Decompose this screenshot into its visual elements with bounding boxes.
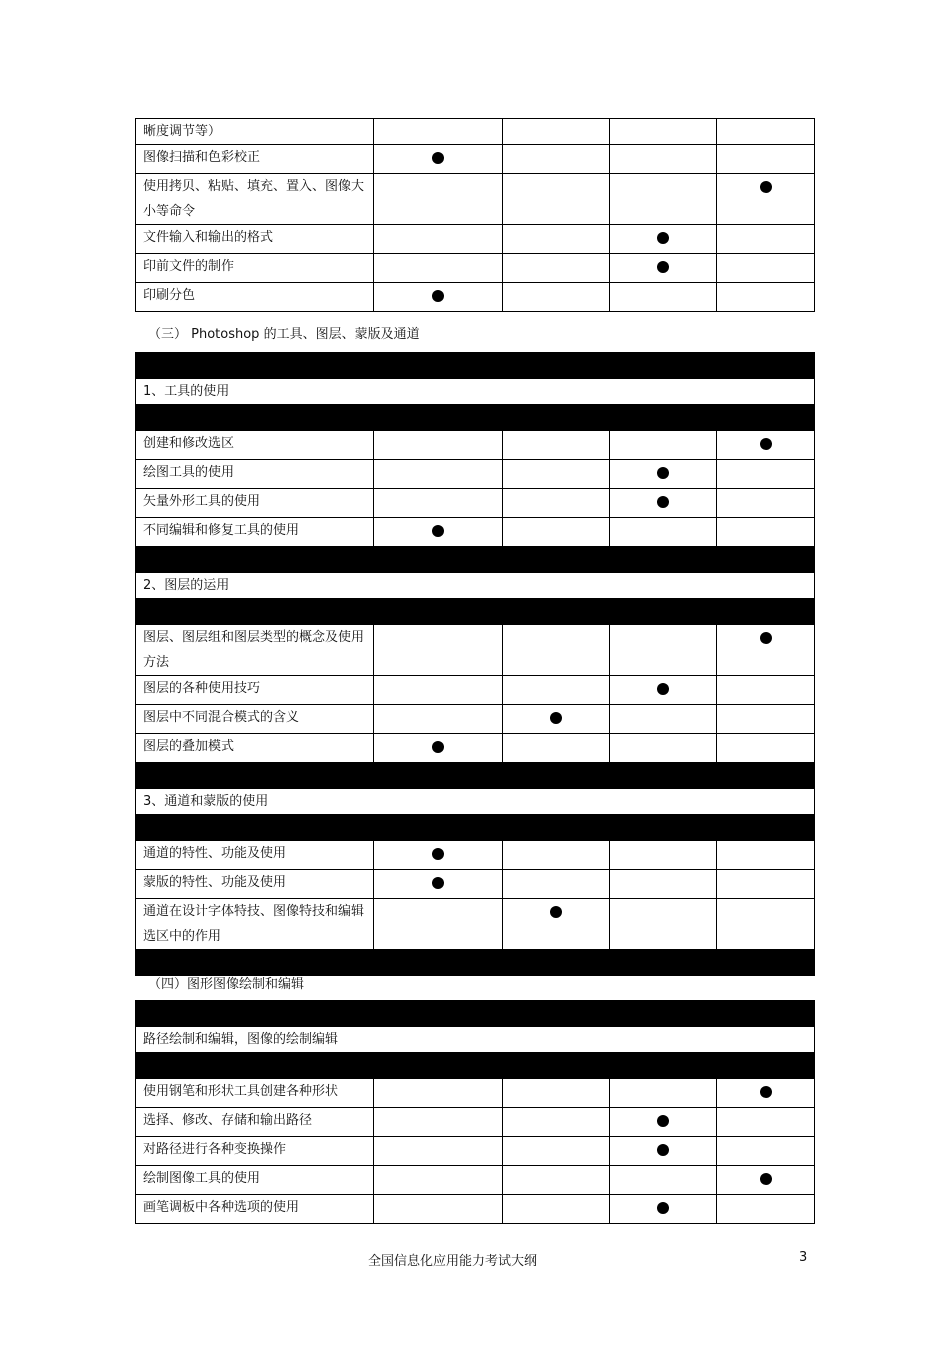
level-dot-icon xyxy=(657,1144,669,1156)
level-cell xyxy=(374,1079,503,1108)
level-cell xyxy=(503,899,610,950)
level-cell xyxy=(610,254,717,283)
level-cell xyxy=(503,283,610,312)
level-dot-icon xyxy=(760,632,772,644)
level-cell xyxy=(610,119,717,145)
section-title-cell: 3、通道和蒙版的使用 xyxy=(136,789,815,815)
level-cell xyxy=(610,676,717,705)
skill-item-text: 通道的特性、功能及使用 xyxy=(136,841,374,870)
skill-item-text: 印前文件的制作 xyxy=(136,254,374,283)
level-cell xyxy=(717,145,815,174)
group-title-row xyxy=(136,789,815,815)
level-cell xyxy=(503,841,610,870)
skill-item-text: 晰度调节等） xyxy=(136,119,374,145)
level-cell xyxy=(717,676,815,705)
level-cell xyxy=(503,734,610,763)
level-cell xyxy=(610,225,717,254)
level-cell xyxy=(503,518,610,547)
level-dot-icon xyxy=(760,181,772,193)
level-cell xyxy=(374,841,503,870)
level-dot-icon xyxy=(760,1173,772,1185)
level-cell xyxy=(610,431,717,460)
level-cell xyxy=(717,899,815,950)
skill-item-text: 印刷分色 xyxy=(136,283,374,312)
skill-item-text: 矢量外形工具的使用 xyxy=(136,489,374,518)
level-cell xyxy=(610,734,717,763)
table-row xyxy=(136,174,815,225)
table-row xyxy=(136,870,815,899)
level-cell xyxy=(610,1137,717,1166)
level-cell xyxy=(374,1166,503,1195)
level-cell xyxy=(610,1108,717,1137)
level-cell xyxy=(374,431,503,460)
level-cell xyxy=(610,283,717,312)
level-cell xyxy=(717,1108,815,1137)
level-dot-icon xyxy=(432,525,444,537)
black-band-row xyxy=(136,1001,815,1027)
table-row xyxy=(136,254,815,283)
skill-item-text: 蒙版的特性、功能及使用 xyxy=(136,870,374,899)
skill-table-2 xyxy=(135,352,815,976)
table-row xyxy=(136,283,815,312)
level-cell xyxy=(374,734,503,763)
level-dot-icon xyxy=(657,232,669,244)
table-row xyxy=(136,119,815,145)
level-cell xyxy=(717,734,815,763)
table-row xyxy=(136,489,815,518)
level-cell xyxy=(717,1195,815,1224)
level-cell xyxy=(503,254,610,283)
level-cell xyxy=(374,460,503,489)
level-cell xyxy=(503,625,610,676)
skill-item-text: 画笔调板中各种选项的使用 xyxy=(136,1195,374,1224)
table-row xyxy=(136,841,815,870)
black-band-cell xyxy=(136,1001,815,1027)
level-cell xyxy=(717,174,815,225)
black-band-cell xyxy=(136,1053,815,1079)
level-cell xyxy=(610,174,717,225)
table-row xyxy=(136,1079,815,1108)
level-cell xyxy=(374,1108,503,1137)
level-dot-icon xyxy=(432,741,444,753)
skill-item-text: 图像扫描和色彩校正 xyxy=(136,145,374,174)
skill-item-text: 选择、修改、存储和输出路径 xyxy=(136,1108,374,1137)
skill-item-text: 使用钢笔和形状工具创建各种形状 xyxy=(136,1079,374,1108)
skill-item-text: 绘制图像工具的使用 xyxy=(136,1166,374,1195)
level-cell xyxy=(503,460,610,489)
level-cell xyxy=(503,676,610,705)
level-cell xyxy=(717,489,815,518)
level-cell xyxy=(610,899,717,950)
skill-item-text: 不同编辑和修复工具的使用 xyxy=(136,518,374,547)
level-cell xyxy=(374,518,503,547)
black-band-cell xyxy=(136,763,815,789)
level-cell xyxy=(610,841,717,870)
black-band-cell xyxy=(136,815,815,841)
level-cell xyxy=(717,460,815,489)
level-cell xyxy=(374,145,503,174)
level-dot-icon xyxy=(760,1086,772,1098)
table-row xyxy=(136,460,815,489)
skill-item-text: 图层的各种使用技巧 xyxy=(136,676,374,705)
level-dot-icon xyxy=(432,290,444,302)
level-cell xyxy=(374,254,503,283)
level-cell xyxy=(610,1195,717,1224)
level-cell xyxy=(717,225,815,254)
level-cell xyxy=(503,174,610,225)
level-cell xyxy=(717,518,815,547)
level-dot-icon xyxy=(760,438,772,450)
black-band-row xyxy=(136,815,815,841)
level-cell xyxy=(374,174,503,225)
level-cell xyxy=(503,705,610,734)
skill-item-text: 图层的叠加模式 xyxy=(136,734,374,763)
level-dot-icon xyxy=(657,1202,669,1214)
level-cell xyxy=(374,225,503,254)
section-4-heading: （四）图形图像绘制和编辑 xyxy=(148,977,305,992)
table-row xyxy=(136,518,815,547)
skill-item-text: 使用拷贝、粘贴、填充、置入、图像大小等命令 xyxy=(136,174,374,225)
black-band-row xyxy=(136,950,815,976)
section-title-cell: 1、工具的使用 xyxy=(136,379,815,405)
level-cell xyxy=(503,1137,610,1166)
table-row xyxy=(136,1195,815,1224)
skill-item-text: 通道在设计字体特技、图像特技和编辑选区中的作用 xyxy=(136,899,374,950)
black-band-cell xyxy=(136,405,815,431)
skill-table-1 xyxy=(135,118,815,312)
level-cell xyxy=(374,1137,503,1166)
footer-title: 全国信息化应用能力考试大纲 xyxy=(367,1254,537,1269)
skill-item-text: 图层中不同混合模式的含义 xyxy=(136,705,374,734)
black-band-cell xyxy=(136,599,815,625)
black-band-cell xyxy=(136,547,815,573)
level-cell xyxy=(374,119,503,145)
level-dot-icon xyxy=(657,1115,669,1127)
level-cell xyxy=(374,676,503,705)
level-cell xyxy=(717,841,815,870)
table-row xyxy=(136,625,815,676)
section-3-heading: （三） Photoshop 的工具、图层、蒙版及通道 xyxy=(148,327,420,342)
level-cell xyxy=(374,870,503,899)
group-title-row xyxy=(136,573,815,599)
level-cell xyxy=(610,145,717,174)
level-cell xyxy=(610,460,717,489)
level-cell xyxy=(503,1195,610,1224)
table-row xyxy=(136,225,815,254)
table-row xyxy=(136,431,815,460)
level-cell xyxy=(717,119,815,145)
skill-item-text: 创建和修改选区 xyxy=(136,431,374,460)
black-band-row xyxy=(136,405,815,431)
level-cell xyxy=(503,870,610,899)
table-row xyxy=(136,899,815,950)
level-cell xyxy=(374,625,503,676)
table-row xyxy=(136,1108,815,1137)
section-title-cell: 2、图层的运用 xyxy=(136,573,815,599)
skill-item-text: 图层、图层组和图层类型的概念及使用方法 xyxy=(136,625,374,676)
group-title-row xyxy=(136,1027,815,1053)
level-cell xyxy=(610,870,717,899)
level-cell xyxy=(717,254,815,283)
group-title-row xyxy=(136,379,815,405)
black-band-row xyxy=(136,763,815,789)
level-dot-icon xyxy=(432,848,444,860)
black-band-row xyxy=(136,353,815,379)
level-cell xyxy=(503,1108,610,1137)
level-cell xyxy=(717,431,815,460)
table-row xyxy=(136,1166,815,1195)
level-cell xyxy=(374,489,503,518)
level-cell xyxy=(610,705,717,734)
black-band-cell xyxy=(136,950,815,976)
skill-item-text: 文件输入和输出的格式 xyxy=(136,225,374,254)
level-cell xyxy=(374,705,503,734)
table-row xyxy=(136,145,815,174)
black-band-row xyxy=(136,547,815,573)
level-dot-icon xyxy=(550,906,562,918)
black-band-row xyxy=(136,599,815,625)
level-dot-icon xyxy=(657,496,669,508)
level-dot-icon xyxy=(657,683,669,695)
level-dot-icon xyxy=(657,467,669,479)
page-number: 3 xyxy=(799,1250,808,1265)
level-dot-icon xyxy=(657,261,669,273)
level-cell xyxy=(503,119,610,145)
level-cell xyxy=(717,870,815,899)
level-cell xyxy=(717,705,815,734)
level-dot-icon xyxy=(432,152,444,164)
level-cell xyxy=(374,1195,503,1224)
level-cell xyxy=(717,1137,815,1166)
table-row xyxy=(136,1137,815,1166)
level-cell xyxy=(717,625,815,676)
table-row xyxy=(136,705,815,734)
level-cell xyxy=(610,625,717,676)
skill-item-text: 绘图工具的使用 xyxy=(136,460,374,489)
table-row xyxy=(136,676,815,705)
level-cell xyxy=(374,283,503,312)
level-cell xyxy=(503,1079,610,1108)
skill-table-3 xyxy=(135,1000,815,1224)
level-dot-icon xyxy=(550,712,562,724)
level-cell xyxy=(503,225,610,254)
level-dot-icon xyxy=(432,877,444,889)
level-cell xyxy=(610,518,717,547)
level-cell xyxy=(503,1166,610,1195)
level-cell xyxy=(610,1079,717,1108)
level-cell xyxy=(503,431,610,460)
level-cell xyxy=(503,489,610,518)
level-cell xyxy=(717,283,815,312)
level-cell xyxy=(503,145,610,174)
skill-item-text: 对路径进行各种变换操作 xyxy=(136,1137,374,1166)
level-cell xyxy=(610,1166,717,1195)
level-cell xyxy=(374,899,503,950)
level-cell xyxy=(717,1166,815,1195)
section-title-cell: 路径绘制和编辑，图像的绘制编辑 xyxy=(136,1027,815,1053)
black-band-cell xyxy=(136,353,815,379)
level-cell xyxy=(610,489,717,518)
black-band-row xyxy=(136,1053,815,1079)
level-cell xyxy=(717,1079,815,1108)
table-row xyxy=(136,734,815,763)
